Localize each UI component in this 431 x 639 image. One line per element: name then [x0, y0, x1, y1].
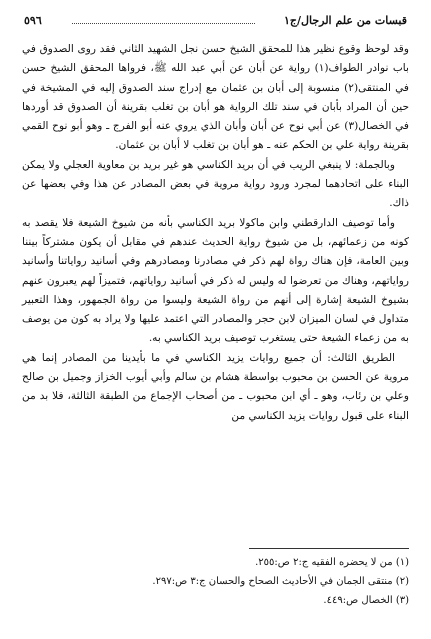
main-text [22, 40, 409, 426]
footnotes [22, 553, 409, 610]
paragraph-1: وقد لوحظ وقوع نظير هذا للمحقق الشيخ حسن نجل الشهيد الثاني فقد روى الصدوق في باب نوادر الطواف(١) رواية عن أبان عن أبي عبد الله ﷺ، فرواها المحقق الشيخ حسن في المنتقى(٢) منسوبة إلى أبان بن عثمان مع إدراج سند الصدوق إليه في المشيخة في حين أن المراد بأبان في سند تلك الرواية هو أبان بن تغلب بقرينة أن الصدوق قد أوردها في الخصال(٣) عن أبي نوح عن أبان وأبان الذي يروي عنه أبو الفرج ـ وهو أبو نوح القمي بقرينة رواية علي بن الحكم عنه ـ هو أبان بن تغلب لا أبان بن عثمان. [22, 43, 409, 152]
header-dotted-leader [72, 12, 255, 24]
footnote-separator [249, 548, 409, 549]
paragraph-4: الطريق الثالث: أن جميع روايات يزيد الكناسي في ما بأيدينا من المصادر إنما هي مروية عن الحسن بن محبوب بواسطة هشام بن سالم وأبي أيوب الخزاز وجميل بن صالح وعلي بن رئاب، وهو ـ أي ابن محبوب ـ من أصحاب الإجماع من الطبقة الثالثة، فلا بد من البناء على قبول روايات يزيد الكناسي من [22, 351, 409, 422]
footnote-2: (٢) منتقى الجمان في الأحاديث الصحاح والحسان ج:٣ ص:٢٩٧. [152, 576, 409, 587]
paragraph-2: وبالجملة: لا ينبغي الريب في أن بريد الكناسي هو غير بريد بن معاوية العجلي ولا يمكن البناء على اتحادهما لمجرد ورود رواية مروية في بعض المصادر عن هذا وفي بعضها عن ذاك. [22, 158, 409, 210]
footnote-1: (١) من لا يحضره الفقيه ج:٢ ص:٢٥٥. [255, 557, 409, 568]
header-book-title: قبسات من علم الرجال/ج١ [283, 14, 407, 27]
running-header [24, 12, 407, 30]
paragraph-3: وأما توصيف الدارقطني وابن ماكولا بريد الكناسي بأنه من شيوخ الشيعة فلا يقصد به كونه من زعمائهم، بل من شيوخ رواية الحديث عندهم في مقابل أن يكون مشتركاً بيننا وبين العامة، فإن هناك رواة لهم ذكر في مصادرنا ومصادرهم وفي أسانيد رواياتنا وأسانيد رواياتهم، وهناك من تعرضوا له وليس له ذكر في أسانيد رواياتهم، فتميزاً لهم يعبرون عنهم بشيوخ الشيعة إشارة إلى أنهم من رواة الشيعة وليسوا من رواة الجمهور، وهذا التعبير متداول في لسان الميزان لابن حجر والمصادر التي اعتمد عليها ولا يراد به كون من يوصف به من زعماء الشيعة حتى يستغرب توصيف بريد الكناسي به. [22, 216, 409, 345]
footnote-3: (٣) الخصال ص:٤٤٩. [323, 595, 409, 606]
page-number: ٥٩٦ [24, 14, 42, 27]
